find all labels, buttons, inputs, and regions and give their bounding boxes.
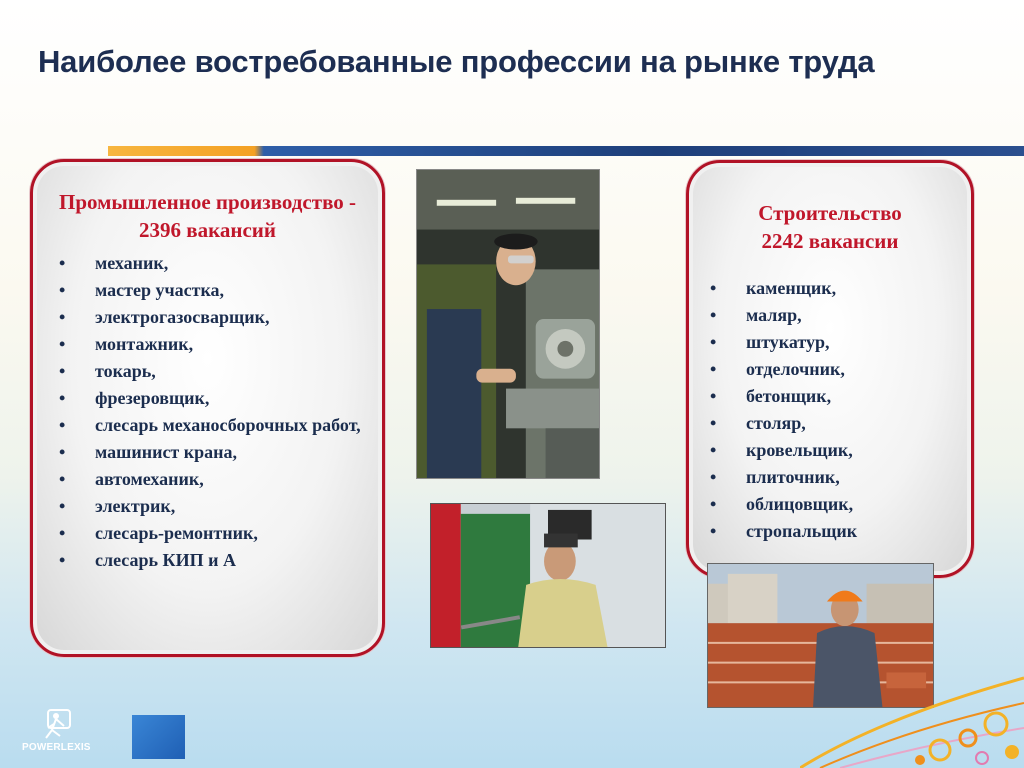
title-underline-bar bbox=[108, 146, 1024, 156]
list-item: • отделочник, bbox=[746, 356, 971, 383]
industry-panel bbox=[30, 159, 385, 657]
welder-photo bbox=[430, 503, 666, 648]
slide-title: Наиболее востребованные профессии на рынке труда bbox=[38, 44, 875, 79]
list-item: • кровельщик, bbox=[746, 437, 971, 464]
powerlexis-logo bbox=[22, 708, 102, 758]
list-item: • каменщик, bbox=[746, 275, 971, 302]
list-item: • облицовщик, bbox=[746, 491, 971, 518]
construction-panel bbox=[686, 160, 974, 578]
list-item: • стропальщик bbox=[746, 518, 971, 545]
list-item: • слесарь-ремонтник, bbox=[95, 520, 382, 547]
list-item: • монтажник, bbox=[95, 331, 382, 358]
list-item: • плиточник, bbox=[746, 464, 971, 491]
list-item: • штукатур, bbox=[746, 329, 971, 356]
list-item: • бетонщик, bbox=[746, 383, 971, 410]
list-item: • фрезеровщик, bbox=[95, 385, 382, 412]
construction-heading-line1: Строительство bbox=[758, 201, 902, 225]
list-item: • столяр, bbox=[746, 410, 971, 437]
decorative-blue-square bbox=[132, 715, 185, 759]
machinist-photo bbox=[416, 169, 600, 479]
industry-profession-list bbox=[33, 250, 382, 574]
list-item: • электрогазосварщик, bbox=[95, 304, 382, 331]
decorative-swirl bbox=[800, 658, 1024, 768]
list-item: • мастер участка, bbox=[95, 277, 382, 304]
list-item: • токарь, bbox=[95, 358, 382, 385]
list-item: • маляр, bbox=[746, 302, 971, 329]
runner-logo-icon bbox=[42, 708, 78, 740]
list-item: • механик, bbox=[95, 250, 382, 277]
list-item: • слесарь механосборочных работ, bbox=[95, 412, 382, 439]
list-item: • электрик, bbox=[95, 493, 382, 520]
list-item: • слесарь КИП и А bbox=[95, 547, 382, 574]
construction-heading-line2: 2242 вакансии bbox=[761, 229, 899, 253]
logo-text: POWERLEXIS bbox=[22, 742, 91, 753]
construction-profession-list bbox=[689, 275, 971, 545]
industry-heading: Промышленное производство - 2396 вакансий bbox=[58, 190, 357, 242]
construction-heading bbox=[701, 199, 959, 255]
list-item: • автомеханик, bbox=[95, 466, 382, 493]
list-item: • машинист крана, bbox=[95, 439, 382, 466]
